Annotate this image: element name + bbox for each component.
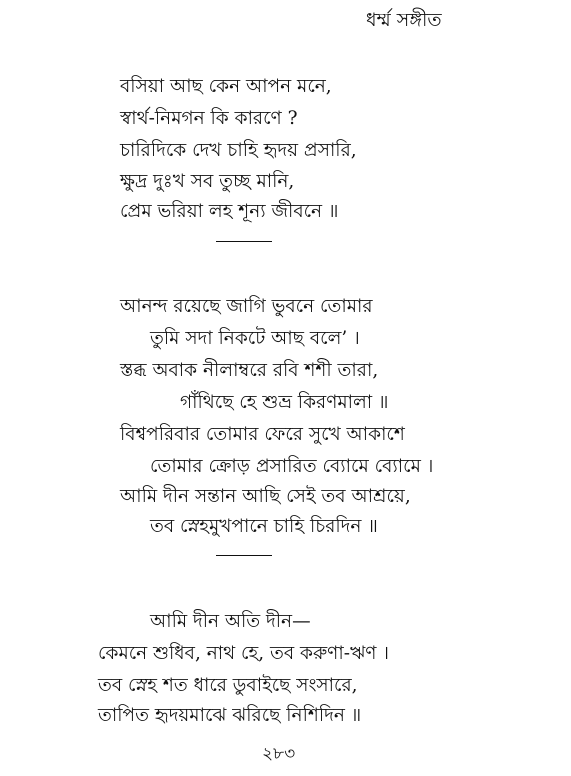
verse-line: বসিয়া আছ কেন আপন মনে, — [120, 76, 332, 97]
verse-line: তাপিত হৃদয়মাঝে ঝরিছে নিশিদিন ॥ — [98, 705, 362, 726]
verse-line: তব স্নেহমুখপানে চাহি চিরদিন ॥ — [150, 516, 378, 537]
verse-line: তোমার ক্রোড় প্রসারিত ব্যোমে ব্যোমে । — [150, 456, 434, 477]
verse-line: কেমনে শুধিব, নাথ হে, তব করুণা-ঋণ । — [98, 643, 389, 664]
verse-line: আমি দীন অতি দীন— — [150, 611, 311, 632]
verse-line: চারিদিকে দেখ চাহি হৃদয় প্রসারি, — [120, 140, 357, 161]
verse-line: তব স্নেহ শত ধারে ডুবাইছে সংসারে, — [98, 675, 358, 696]
verse-line: প্রেম ভরিয়া লহ শূন্য জীবনে ॥ — [120, 201, 339, 222]
verse-line: তুমি সদা নিকটে আছ বলে’ । — [150, 328, 360, 349]
running-header: ধর্ম্ম সঙ্গীত — [366, 9, 442, 31]
verse-line: বিশ্বপরিবার তোমার ফেরে সুখে আকাশে — [120, 424, 405, 445]
verse-line: গাঁথিছে হে শুভ্র কিরণমালা ॥ — [180, 392, 389, 413]
verse-line: স্তব্ধ অবাক নীলাম্বরে রবি শশী তারা, — [120, 360, 379, 381]
page-number: ২৮৩ — [262, 744, 296, 764]
section-divider — [216, 241, 272, 242]
verse-line: আনন্দ রয়েছে জাগি ভুবনে তোমার — [120, 296, 373, 317]
verse-line: আমি দীন সন্তান আছি সেই তব আশ্রয়ে, — [120, 486, 411, 507]
verse-line: ক্ষুদ্র দুঃখ সব তুচ্ছ মানি, — [120, 171, 295, 192]
verse-line: স্বার্থ-নিমগন কি কারণে ? — [120, 108, 298, 129]
section-divider — [216, 555, 272, 556]
